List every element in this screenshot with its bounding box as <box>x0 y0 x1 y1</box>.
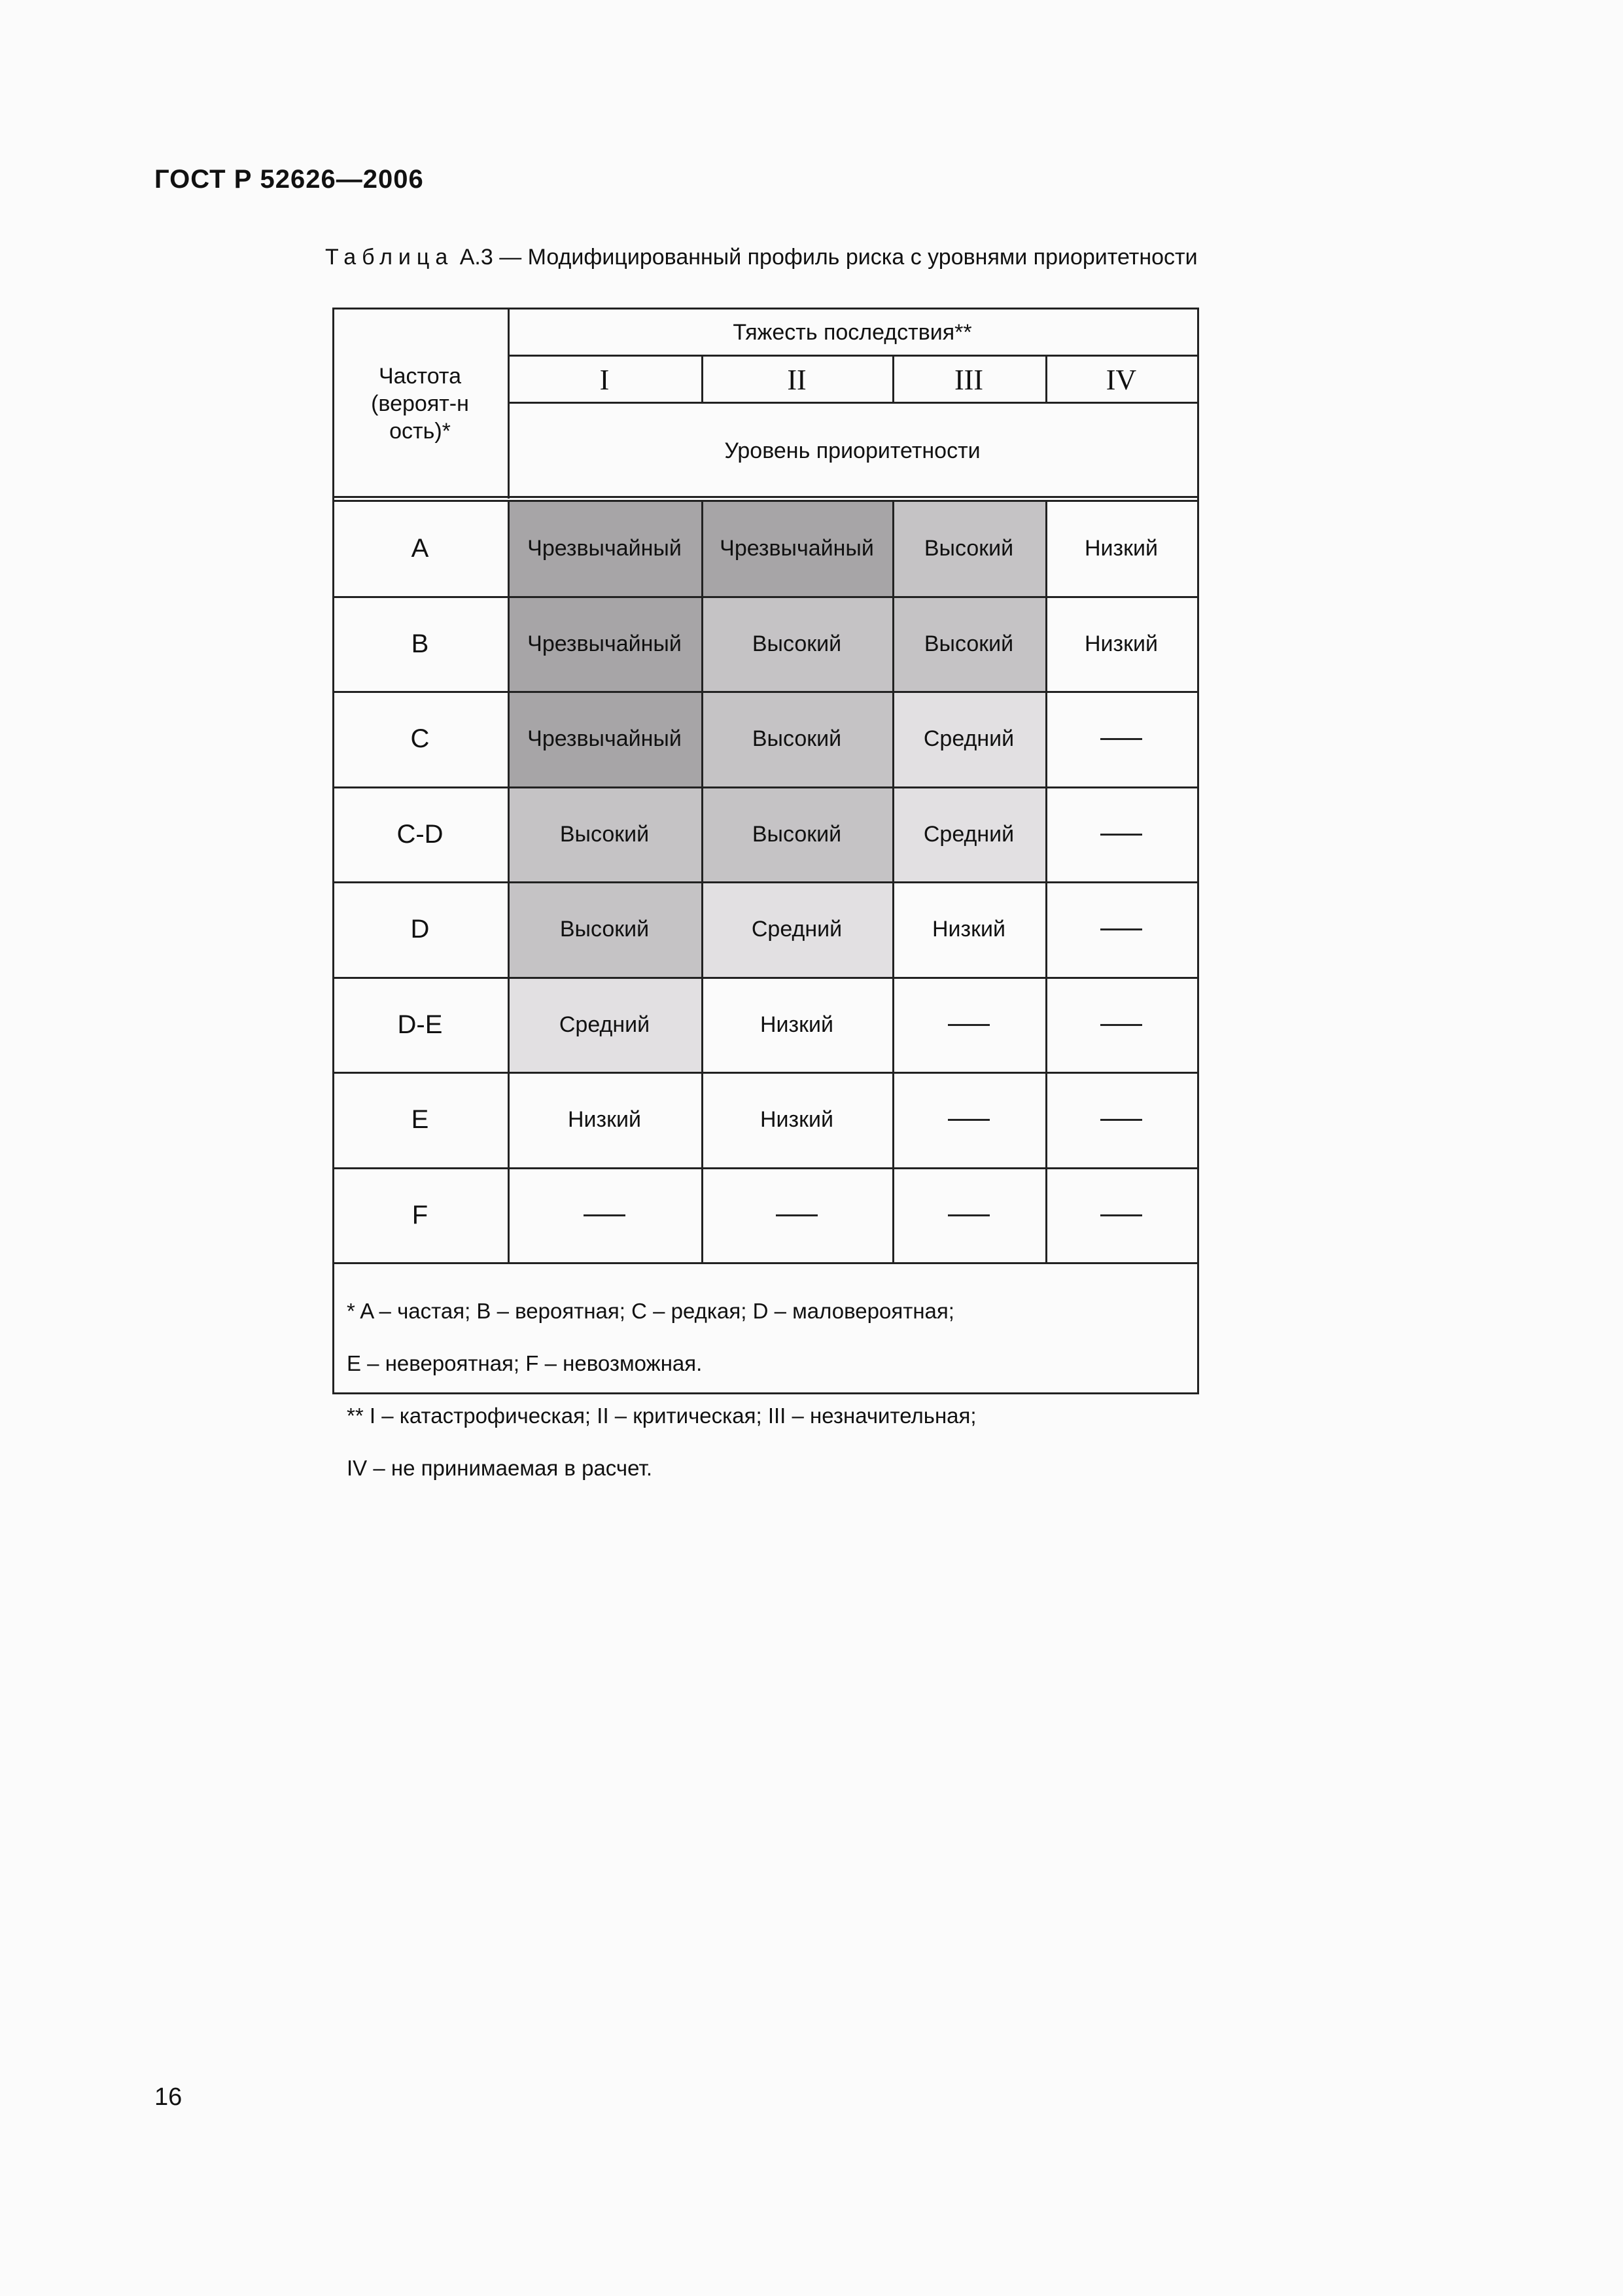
table-caption <box>325 245 1198 270</box>
priority-level-header: Уровень приоритетности <box>724 438 981 463</box>
priority-cell <box>508 1168 701 1263</box>
priority-cell: Средний <box>892 692 1045 787</box>
priority-cell: Чрезвычайный <box>701 501 892 597</box>
dash-mark <box>948 1119 990 1121</box>
dash-mark <box>1100 1024 1142 1026</box>
dash-mark <box>1100 1214 1142 1216</box>
header-divider-vertical <box>1045 355 1047 403</box>
header-divider-vertical <box>701 355 703 403</box>
row-divider <box>332 1262 1197 1264</box>
table-border-left <box>332 308 334 1392</box>
dash-mark <box>1100 834 1142 836</box>
priority-cell: Низкий <box>1045 597 1197 692</box>
frequency-row-label: A <box>411 534 429 563</box>
frequency-row-label: F <box>411 1200 428 1229</box>
footnote-line: ** I – катастрофическая; II – критическая; III – незначительная; <box>347 1404 977 1428</box>
footnote-line: E – невероятная; F – невозможная. <box>347 1351 703 1375</box>
priority-cell <box>892 1072 1045 1168</box>
dash-mark <box>1100 928 1142 930</box>
priority-cell: Высокий <box>701 692 892 787</box>
priority-cell: Низкий <box>508 1072 701 1168</box>
dash-mark <box>1100 1119 1142 1121</box>
frequency-row-label: D-E <box>397 1010 443 1039</box>
priority-cell: Высокий <box>892 597 1045 692</box>
header-rule <box>508 355 1197 357</box>
column-divider <box>1045 501 1047 1263</box>
priority-cell: Высокий <box>508 787 701 883</box>
priority-cell <box>701 1168 892 1263</box>
priority-cell <box>1045 1168 1197 1263</box>
priority-cell <box>1045 787 1197 883</box>
priority-cell <box>892 1168 1045 1263</box>
column-divider <box>892 501 894 1263</box>
header-rule <box>508 402 1197 404</box>
dash-mark <box>776 1214 818 1216</box>
footnote-line: * A – частая; B – вероятная; C – редкая; D – маловероятная; <box>347 1299 954 1323</box>
page-number: 16 <box>154 2083 183 2111</box>
priority-cell: Высокий <box>701 787 892 883</box>
priority-cell: Низкий <box>892 882 1045 978</box>
row-divider <box>332 691 1197 693</box>
row-divider <box>332 786 1197 788</box>
frequency-row-label: C-D <box>396 819 444 849</box>
header-double-rule <box>332 496 1197 498</box>
priority-cell <box>1045 692 1197 787</box>
frequency-row-label: E <box>411 1105 429 1135</box>
column-divider <box>508 501 510 1263</box>
document-header: ГОСТ Р 52626—2006 <box>154 165 424 194</box>
priority-cell: Низкий <box>701 978 892 1073</box>
header-divider-vertical <box>892 355 894 403</box>
row-divider <box>332 1167 1197 1169</box>
priority-cell: Чрезвычайный <box>508 597 701 692</box>
frequency-row-label: B <box>411 629 429 658</box>
dash-mark <box>948 1024 990 1026</box>
priority-cell <box>1045 1072 1197 1168</box>
priority-cell: Средний <box>701 882 892 978</box>
row-divider <box>332 881 1197 883</box>
dash-mark <box>948 1214 990 1216</box>
column-divider <box>701 501 703 1263</box>
caption-label: Таблица <box>325 245 454 270</box>
severity-level-iii: III <box>954 363 983 396</box>
priority-cell: Средний <box>508 978 701 1073</box>
row-divider <box>332 1072 1197 1074</box>
dash-mark <box>584 1214 625 1216</box>
footnote-line: IV – не принимаемая в расчет. <box>347 1456 653 1480</box>
priority-cell: Средний <box>892 787 1045 883</box>
priority-cell: Высокий <box>892 501 1045 597</box>
priority-cell: Высокий <box>508 882 701 978</box>
frequency-header-text: Частота (вероят-ность)* <box>371 364 469 444</box>
caption-text: А.3 — Модифицированный профиль риска с уровнями приоритетности <box>453 245 1198 270</box>
table-border-top <box>332 308 1199 309</box>
priority-cell: Чрезвычайный <box>508 501 701 597</box>
severity-level-iv: IV <box>1106 363 1137 396</box>
severity-header: Тяжесть последствия** <box>733 319 972 345</box>
row-divider <box>332 977 1197 979</box>
header-double-rule <box>332 500 1197 502</box>
table-footnotes <box>347 1272 977 1508</box>
row-divider <box>332 596 1197 598</box>
severity-level-i: I <box>599 363 610 396</box>
dash-mark <box>1100 738 1142 740</box>
priority-cell: Низкий <box>701 1072 892 1168</box>
table-border-right <box>1197 308 1199 1392</box>
priority-cell: Низкий <box>1045 501 1197 597</box>
severity-level-ii: II <box>787 363 807 396</box>
priority-cell: Чрезвычайный <box>508 692 701 787</box>
frequency-column-header <box>332 309 508 499</box>
priority-cell <box>1045 978 1197 1073</box>
priority-cell <box>1045 882 1197 978</box>
priority-cell <box>892 978 1045 1073</box>
priority-cell: Высокий <box>701 597 892 692</box>
frequency-row-label: C <box>410 724 430 754</box>
frequency-row-label: D <box>410 915 430 944</box>
